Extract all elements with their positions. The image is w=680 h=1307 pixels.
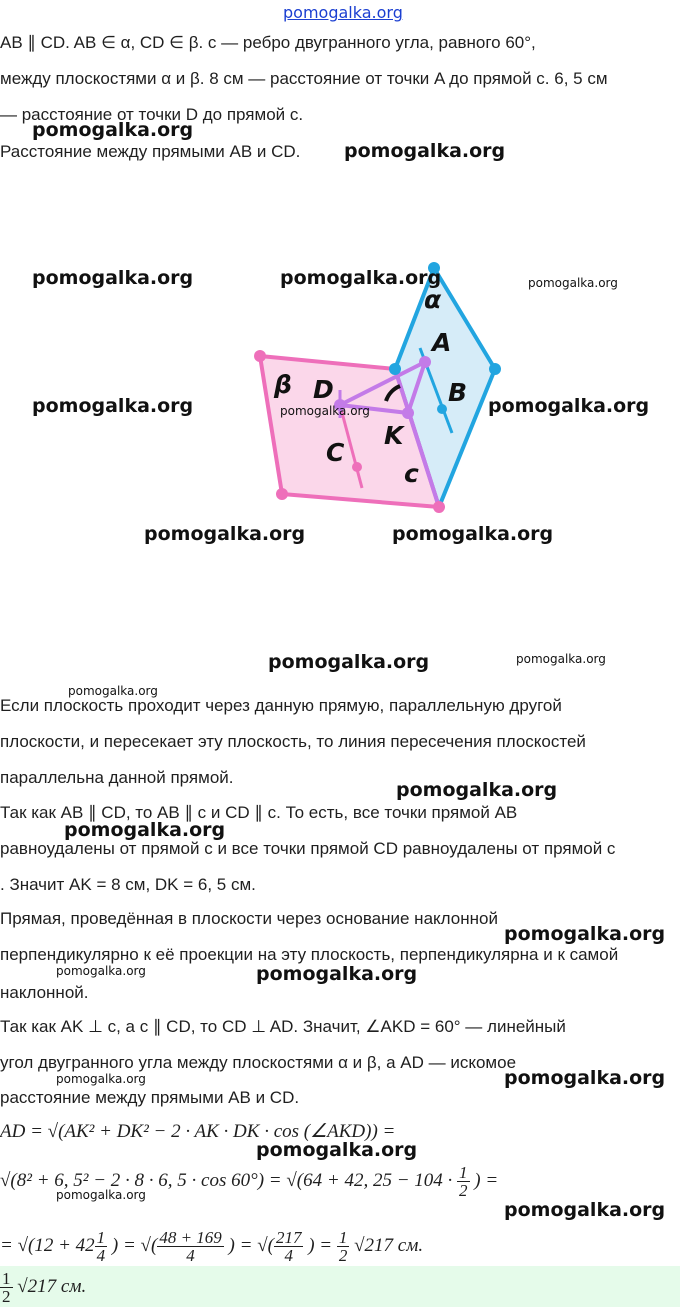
label-beta: β	[274, 370, 292, 399]
watermark-top[interactable]: pomogalka.org	[283, 3, 403, 22]
watermark[interactable]: pomogalka.org	[68, 684, 158, 698]
equation-3: = √(12 + 42 $\frac{1}{4}$ ) = √( $\frac{48 + 169}{4}$ ) = √( $\frac{217}{4}$ ) = $\frac{1}{2}$ √217 см.	[0, 1228, 424, 1265]
point-b	[437, 404, 447, 414]
point-a	[419, 356, 431, 368]
label-b: B	[448, 378, 468, 407]
watermark[interactable]: pomogalka.org	[256, 1139, 418, 1161]
beta-vertex-bottom	[276, 488, 288, 500]
answer-value: $\frac{1}{2}$ √217 см.	[2, 1269, 87, 1306]
watermark[interactable]: pomogalka.org	[504, 1067, 666, 1089]
watermark[interactable]: pomogalka.org	[528, 276, 618, 290]
solution-p2-line1: Так как AB ∥ CD, то AB ∥ c и CD ∥ c. То есть, все точки прямой AB	[0, 803, 518, 822]
watermark[interactable]: pomogalka.org	[144, 523, 306, 545]
watermark[interactable]: pomogalka.org	[256, 963, 418, 985]
watermark[interactable]: pomogalka.org	[280, 267, 442, 289]
watermark[interactable]: pomogalka.org	[268, 651, 430, 673]
solution-p4-line1: Так как AK ⊥ c, а c ∥ CD, то CD ⊥ AD. Значит, ∠AKD = 60° — линейный	[0, 1017, 566, 1036]
fraction: $\frac{48 + 169}{4}$	[159, 1228, 222, 1265]
equation-2: √(8² + 6, 5² − 2 · 8 · 6, 5 · cos 60°) = √(64 + 42, 25 − 104 · $\frac{1}{2}$ ) =	[0, 1163, 499, 1200]
label-a: A	[432, 328, 452, 357]
edge-c-top-point	[389, 363, 401, 375]
beta-vertex-top	[254, 350, 266, 362]
watermark[interactable]: pomogalka.org	[392, 523, 554, 545]
watermark[interactable]: pomogalka.org	[32, 395, 194, 417]
dihedral-angle-figure	[240, 258, 510, 518]
watermark[interactable]: pomogalka.org	[504, 1199, 666, 1221]
solution-p3-line2: перпендикулярно к её проекции на эту плоскость, перпендикулярна и к самой	[0, 945, 619, 964]
solution-p4-line3: расстояние между прямыми AB и CD.	[0, 1088, 300, 1107]
label-c-point: C	[326, 438, 345, 467]
fraction: $\frac{217}{4}$	[275, 1228, 302, 1265]
solution-p3-line1: Прямая, проведённая в плоскости через основание наклонной	[0, 909, 498, 928]
watermark[interactable]: pomogalka.org	[280, 404, 370, 418]
fraction: $\frac{1}{4}$	[96, 1228, 106, 1265]
watermark[interactable]: pomogalka.org	[64, 819, 226, 841]
solution-p3-line3: наклонной.	[0, 983, 89, 1002]
fraction: $\frac{1}{2}$	[338, 1228, 348, 1265]
equation-1: AD = √(AK² + DK² − 2 · AK · DK · cos (∠AKD)) =	[0, 1121, 396, 1142]
label-k: K	[384, 421, 404, 450]
watermark[interactable]: pomogalka.org	[56, 964, 146, 978]
edge-c-bottom-point	[433, 501, 445, 513]
label-alpha: α	[424, 285, 442, 314]
fraction: $\frac{1}{2}$	[459, 1163, 468, 1200]
watermark[interactable]: pomogalka.org	[396, 779, 558, 801]
label-d: D	[313, 375, 334, 404]
answer-box	[0, 1266, 680, 1307]
problem-question: Расстояние между прямыми AB и CD.	[0, 142, 301, 161]
answer-fraction: $\frac{1}{2}$	[2, 1269, 11, 1306]
watermark[interactable]: pomogalka.org	[516, 652, 606, 666]
solution-p2-line2: равноудалены от прямой c и все точки прямой CD равноудалены от прямой c	[0, 839, 616, 858]
solution-p4-line2: угол двугранного угла между плоскостями α и β, а AD — искомое	[0, 1053, 517, 1072]
solution-p1-line3: параллельна данной прямой.	[0, 768, 234, 787]
solution-p1-line2: плоскости, и пересекает эту плоскость, то линия пересечения плоскостей	[0, 732, 586, 751]
watermark[interactable]: pomogalka.org	[488, 395, 650, 417]
problem-line-3: — расстояние от точки D до прямой c.	[0, 105, 304, 124]
watermark[interactable]: pomogalka.org	[32, 267, 194, 289]
solution-p2-line3: . Значит AK = 8 см, DK = 6, 5 см.	[0, 875, 256, 894]
alpha-vertex-right	[489, 363, 501, 375]
watermark[interactable]: pomogalka.org	[56, 1072, 146, 1086]
point-k	[402, 407, 414, 419]
watermark[interactable]: pomogalka.org	[32, 119, 194, 141]
point-c	[352, 462, 362, 472]
problem-line-1: AB ∥ CD. AB ∈ α, CD ∈ β. c — ребро двугранного угла, равного 60°,	[0, 33, 536, 52]
watermark[interactable]: pomogalka.org	[504, 923, 666, 945]
label-c-edge: c	[404, 459, 419, 488]
watermark[interactable]: pomogalka.org	[56, 1188, 146, 1202]
solution-p1-line1: Если плоскость проходит через данную прямую, параллельную другой	[0, 696, 562, 715]
watermark[interactable]: pomogalka.org	[344, 140, 506, 162]
problem-line-2: между плоскостями α и β. 8 см — расстояние от точки A до прямой c. 6, 5 см	[0, 69, 608, 88]
